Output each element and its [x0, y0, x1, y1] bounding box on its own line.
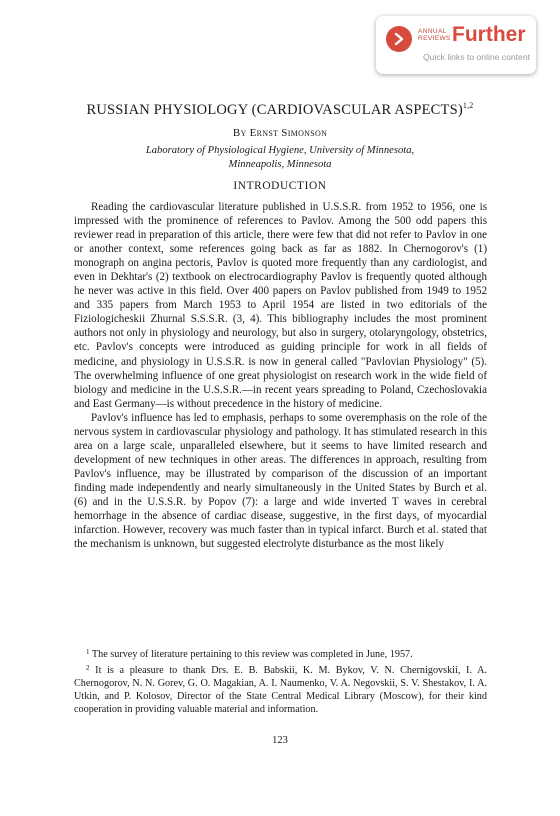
- body-paragraph-2: Pavlov's influence has led to emphasis, perhaps to some overemphasis on the role of the nervous system in cardiovascular physiology and pathology. It has stimulated research in this area on a large scale, unparalleled elsewhere, but it seems to have limited research and development of new techniques in other areas. The differences in approach, resulting from Pavlov's influence, may be illustrated by comparison of the discussion of an important finding made independently and nearly simultaneously in the United States by Burch et al. (6) and in the U.S.S.R. by Popov (7): a large and wide inverted T waves in cerebral hemorrhage in the absence of cardiac disease, suggestive, in the first days, of myocardial infarction. However, recovery was much faster than in typical infarct. Burch et al. stated that the mechanism is unknown, but suggested electrolyte disturbance as the most likely: [74, 411, 487, 551]
- footnote-2-text: It is a pleasure to thank Drs. E. B. Babskii, K. M. Bykov, V. N. Chernigovskii, I. A. Chernogorov, N. N. Gorev, G. O. Magakian, A. I. Naumenko, V. A. Negovskii, S. V. Shestakov, I. A. Utkin, and P. Kolosov, Director of the State Central Medical Library (Moscow), for their kind cooperation in providing valuable material and information.: [74, 664, 488, 715]
- badge-subtitle: Quick links to online content: [422, 52, 530, 62]
- affiliation-line-1: Laboratory of Physiological Hygiene, University of Minnesota,: [145, 145, 415, 156]
- footnote-1-text: The survey of literature pertaining to this review was completed in June, 1957.: [91, 649, 413, 660]
- badge-further-text: Further: [452, 23, 526, 46]
- page-number: 123: [272, 735, 288, 746]
- badge-annual-text: ANNUAL: [418, 28, 447, 35]
- annual-reviews-further-badge[interactable]: [376, 16, 536, 74]
- article-title-text: RUSSIAN PHYSIOLOGY (CARDIOVASCULAR ASPECTS): [86, 102, 463, 118]
- footnote-2-mark: 2: [86, 663, 90, 672]
- footnote-2: [74, 662, 487, 717]
- badge-publisher-label: [418, 28, 451, 42]
- title-footnote-marks: 1,2: [462, 101, 474, 110]
- author-byline: By Ernst Simonson: [232, 127, 328, 139]
- author-affiliation: [0, 144, 560, 172]
- article-body: [74, 200, 487, 551]
- body-paragraph-1: Reading the cardiovascular literature published in U.S.S.R. from 1952 to 1956, one is impressed with the prominence of references to Pavlov. Among the 500 odd papers this reviewer read in preparation of this article, there were few that did not refer to Pavlov in one or another context, some references going back as far as 1882. In Chernogorov's (1) monograph on angina pectoris, Pavlov is quoted more frequently than any cardiologist, and even in Dekhtar's (2) textbook on electrocardiography Pavlov is frequently quoted although he never was active in this field. Over 400 papers on Pavlov published from 1949 to 1952 and 335 papers from March 1953 to April 1954 are listed in two editorials of the Fiziologicheskii Zhurnal S.S.S.R. (3, 4). This bibliography includes the most prominent authors not only in physiology and neurology, but also in surgery, otolaryngology, obstetrics, etc. Pavlov's concepts were introduced as guiding principle for work in all fields of medicine, and physiology in U.S.S.R. is now in general called "Pavlovian Physiology" (5). The overwhelming influence of one great physiologist on research work in the wide field of biology and medicine in the U.S.S.R.—in recent years spreading to Poland, Czechoslovakia and East Germany—is without precedence in the history of medicine.: [74, 201, 487, 410]
- article-title: [0, 101, 560, 119]
- footnote-1: [74, 646, 487, 662]
- arrow-right-icon: [386, 26, 412, 52]
- footnotes: [74, 646, 487, 717]
- section-heading: INTRODUCTION: [233, 180, 327, 192]
- badge-reviews-text: REVIEWS: [418, 35, 451, 42]
- affiliation-line-2: Minneapolis, Minnesota: [228, 159, 332, 170]
- footnote-1-mark: 1: [86, 648, 90, 656]
